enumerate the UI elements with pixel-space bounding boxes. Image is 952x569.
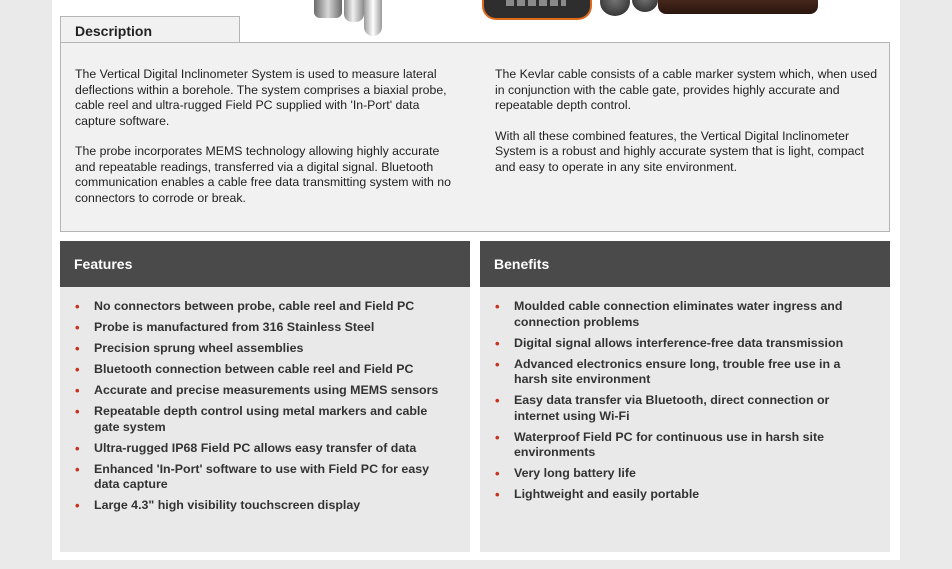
probe-image [364, 0, 382, 36]
list-item [60, 441, 470, 457]
list-item [480, 299, 890, 330]
wheel-image [632, 0, 658, 12]
bullet-icon: • [75, 404, 80, 419]
description-paragraph: The Vertical Digital Inclinometer System is used to measure lateral deflections within a borehole. The system comprises a biaxial probe, cable reel and ultra-rugged Field PC supplied with 'In-Port' data capture software. [75, 67, 447, 128]
features-panel [60, 241, 470, 552]
description-paragraph: The Kevlar cable consists of a cable marker system which, when used in conjunction with the cable gate, provides highly accurate and repeatable depth control. [495, 67, 878, 112]
bullet-icon: • [75, 440, 80, 456]
feature-text: Enhanced 'In-Port' software to use with Field PC for easy data capture [94, 461, 429, 491]
wheel-image [600, 0, 630, 16]
list-item [480, 336, 890, 352]
list-item [480, 430, 890, 461]
feature-text: Ultra-rugged IP68 Field PC allows easy transfer of data [94, 440, 417, 455]
field-pc-image [482, 0, 592, 20]
list-item [60, 362, 470, 378]
bullet-icon: • [75, 498, 80, 513]
bullet-icon: • [495, 393, 500, 408]
list-item [480, 393, 890, 424]
benefit-text: Waterproof Field PC for continuous use in harsh site environments [514, 429, 825, 459]
benefit-text: Moulded cable connection eliminates water ingress and connection problems [514, 299, 843, 329]
feature-text: Bluetooth connection between cable reel and Field PC [94, 362, 414, 376]
description-box [60, 42, 890, 232]
features-title: Features [60, 241, 470, 287]
benefit-text: Very long battery life [514, 466, 636, 480]
benefits-title: Benefits [480, 241, 890, 287]
bullet-icon: • [495, 466, 500, 481]
bullet-icon: • [75, 362, 80, 377]
feature-text: Precision sprung wheel assemblies [94, 341, 304, 355]
bullet-icon: • [75, 461, 80, 477]
probe-image [344, 0, 364, 22]
list-item [60, 320, 470, 336]
feature-text: Large 4.3" high visibility touchscreen display [94, 498, 361, 512]
benefit-text: Lightweight and easily portable [514, 487, 700, 501]
probe-image [314, 0, 342, 18]
list-item [60, 299, 470, 315]
features-list [60, 287, 470, 514]
bullet-icon: • [495, 356, 500, 372]
bullet-icon: • [75, 341, 80, 356]
description-paragraph: With all these combined features, the Vertical Digital Inclinometer System is a robust and highly accurate system that is light, compact and easy to operate in any site environment. [495, 128, 865, 174]
list-item [480, 466, 890, 482]
bullet-icon: • [75, 383, 80, 398]
list-item [60, 341, 470, 357]
list-item [60, 462, 470, 493]
bullet-icon: • [75, 320, 80, 335]
list-item [480, 487, 890, 503]
description-left-column [75, 67, 457, 221]
benefit-text: Advanced electronics ensure long, trouble free use in a harsh site environment [514, 356, 841, 386]
bullet-icon: • [495, 299, 500, 314]
list-item [60, 498, 470, 514]
list-item [60, 383, 470, 399]
benefit-text: Digital signal allows interference-free data transmission [514, 335, 844, 350]
feature-text: Repeatable depth control using metal markers and cable gate system [94, 404, 428, 434]
list-item [480, 357, 890, 388]
bullet-icon: • [495, 335, 500, 351]
page [52, 0, 900, 560]
description-paragraph: The probe incorporates MEMS technology allowing highly accurate and repeatable readings, transferred via a digital signal. Bluetooth communication enables a cable free data transmitting system with no connectors to corrode or break. [75, 144, 451, 205]
feature-text: Accurate and precise measurements using MEMS sensors [94, 383, 439, 397]
benefit-text: Easy data transfer via Bluetooth, direct connection or internet using Wi-Fi [514, 393, 830, 423]
bullet-icon: • [495, 487, 500, 502]
list-item [60, 404, 470, 435]
feature-text: No connectors between probe, cable reel and Field PC [94, 299, 415, 313]
bullet-icon: • [495, 429, 500, 445]
feature-text: Probe is manufactured from 316 Stainless Steel [94, 320, 375, 334]
bullet-icon: • [75, 299, 80, 314]
description-right-column [495, 67, 885, 190]
benefits-panel [480, 241, 890, 552]
carry-case-image [658, 0, 818, 14]
benefits-list [480, 287, 890, 503]
description-tab: Description [60, 16, 240, 42]
